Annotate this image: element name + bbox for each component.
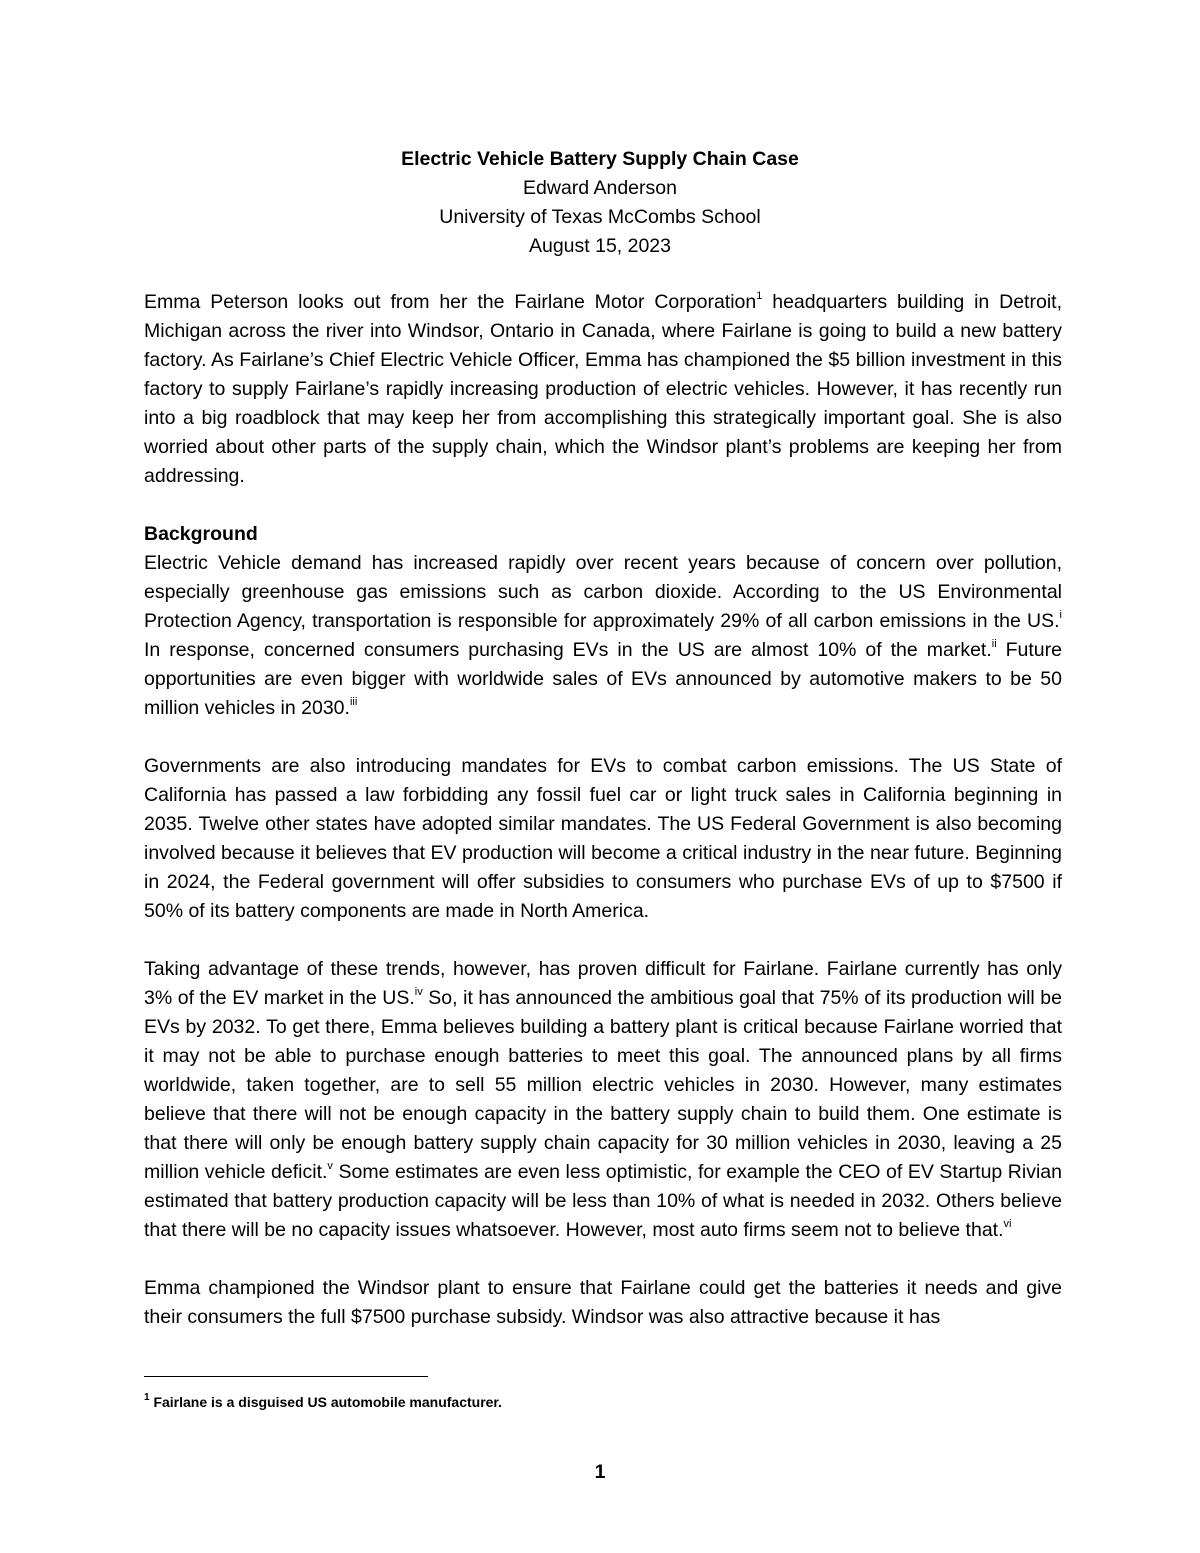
bg-p1-text-b: In response, concerned consumers purchasing EVs in the US are almost 10% of the market.: [144, 639, 992, 661]
background-paragraph-1: [144, 549, 1062, 723]
document-date: August 15, 2023: [528, 235, 672, 257]
footnote-ref-1[interactable]: 1: [756, 289, 763, 302]
intro-paragraph: [144, 288, 1062, 491]
endnote-ref-iv[interactable]: iv: [414, 985, 423, 998]
bg-p1-text-c: Future opportunities are even bigger with worldwide sales of EVs announced by automotive makers to be 50 million vehicles in 2030.: [144, 639, 1062, 719]
footnote-separator: [144, 1376, 428, 1377]
section-heading-background: Background: [144, 523, 258, 545]
body-text: [144, 288, 1062, 1332]
bg-p3-text-b: So, it has announced the ambitious goal that 75% of its production will be EVs by 2032. To get there, Emma believes building a battery plant is critical because Fairlane worried that it may not be able to purchase enough batteries to meet this goal. The announced plans by all firms worldwide, taken together, are to sell 55 million electric vehicles in 2030. However, many estimates believe that there will not be enough capacity in the battery supply chain to build them. One estimate is that there will only be enough battery supply chain capacity for 30 million vehicles in 2030, leaving a 25 million vehicle deficit.: [144, 987, 1062, 1183]
author-affiliation: University of Texas McCombs School: [439, 206, 761, 228]
document-title: Electric Vehicle Battery Supply Chain Case: [401, 148, 799, 170]
footnote-text: Fairlane is a disguised US automobile manufacturer.: [149, 1394, 502, 1410]
bg-p3-text-c: Some estimates are even less optimistic, for example the CEO of EV Startup Rivian estimated that battery production capacity will be less than 10% of what is needed in 2032. Others believe that there will be no capacity issues whatsoever. However, most auto firms seem not to believe that.: [144, 1161, 1062, 1241]
bg-p3-text-a: Taking advantage of these trends, however, has proven difficult for Fairlane. Fairlane currently has only 3% of the EV market in the US.: [144, 958, 1062, 1009]
title-block: [0, 145, 1200, 261]
background-paragraph-2: Governments are also introducing mandates for EVs to combat carbon emissions. The US State of California has passed a law forbidding any fossil fuel car or light truck sales in California beginning in 2035. Twelve other states have adopted similar mandates. The US Federal Government is also becoming involved because it believes that EV production will become a critical industry in the near future. Beginning in 2024, the Federal government will offer subsidies to consumers who purchase EVs of up to $7500 if 50% of its battery components are made in North America.: [144, 755, 1062, 922]
bg-p1-text-a: Electric Vehicle demand has increased rapidly over recent years because of concern over pollution, especially greenhouse gas emissions such as carbon dioxide. According to the US Environmental Protection Agency, transportation is responsible for approximately 29% of all carbon emissions in the US.: [144, 552, 1062, 632]
endnote-ref-iii[interactable]: iii: [349, 695, 358, 708]
background-paragraph-3: [144, 955, 1062, 1245]
background-paragraph-4: Emma championed the Windsor plant to ensure that Fairlane could get the batteries it needs and give their consumers the full $7500 purchase subsidy. Windsor was also attractive because it has: [144, 1277, 1062, 1328]
endnote-ref-i[interactable]: i: [1059, 608, 1062, 621]
page-number: 1: [594, 1461, 606, 1483]
endnote-ref-v[interactable]: v: [327, 1159, 333, 1172]
footnote: [144, 1392, 844, 1412]
intro-text-a: Emma Peterson looks out from her the Fairlane Motor Corporation: [144, 291, 757, 313]
endnote-ref-vi[interactable]: vi: [1003, 1217, 1012, 1230]
footnote-marker: 1: [144, 1392, 150, 1404]
endnote-ref-ii[interactable]: ii: [991, 637, 997, 650]
author-name: Edward Anderson: [523, 177, 677, 199]
intro-text-b: headquarters building in Detroit, Michigan across the river into Windsor, Ontario in Canada, where Fairlane is going to build a new battery factory. As Fairlane’s Chief Electric Vehicle Officer, Emma has championed the $5 billion investment in this factory to supply Fairlane’s rapidly increasing production of electric vehicles. However, it has recently run into a big roadblock that may keep her from accomplishing this strategically important goal. She is also worried about other parts of the supply chain, which the Windsor plant’s problems are keeping her from addressing.: [144, 291, 1062, 487]
